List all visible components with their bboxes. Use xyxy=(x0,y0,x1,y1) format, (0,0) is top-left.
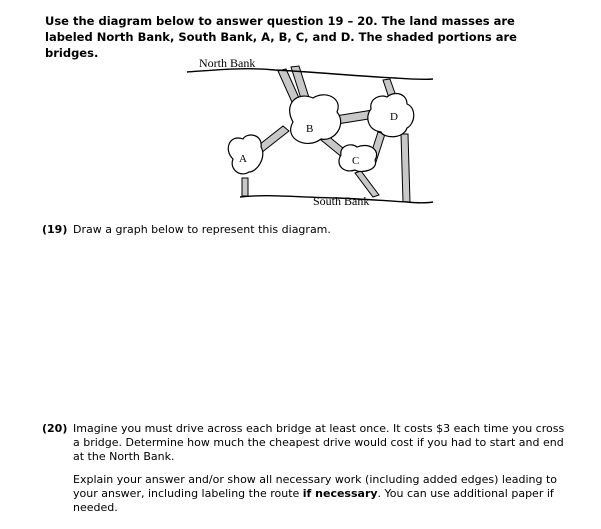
south-bank-label: South Bank xyxy=(313,194,370,208)
land-masses xyxy=(228,93,414,173)
explain-after: . You can use additional paper if needed. xyxy=(73,487,554,514)
island-c-label: C xyxy=(352,155,360,167)
bridge-d-south xyxy=(401,134,410,202)
question-19-text: Draw a graph below to represent this diagram. xyxy=(73,223,331,236)
north-bank-label: North Bank xyxy=(199,56,256,70)
question-19 xyxy=(42,223,562,237)
question-20 xyxy=(42,422,572,464)
explain-bold: if necessary xyxy=(302,487,378,500)
island-b xyxy=(290,95,341,144)
question-19-number: (19) xyxy=(42,223,68,236)
question-20-text: Imagine you must drive across each bridge at least once. It costs $3 each time you cross a bridge. Determine how much the cheapest drive would cost if you had to start and end at the North Bank. xyxy=(73,422,565,463)
question-20-explanation xyxy=(73,473,573,515)
instructions: Use the diagram below to answer question 19 – 20. The land masses are labeled North Bank, South Bank, A, B, C, and D. The shaded portions are bridges. xyxy=(45,14,517,60)
bridges-diagram xyxy=(185,54,435,214)
bridge-a-south xyxy=(242,178,248,196)
island-b-label: B xyxy=(306,123,314,135)
island-a-label: A xyxy=(239,153,247,165)
explain-before: Explain your answer and/or show all necessary work (including added edges) leading to your answer, including labeling the route xyxy=(73,473,557,500)
question-20-number: (20) xyxy=(42,422,68,435)
north-bank-shoreline xyxy=(187,69,433,80)
island-d-label: D xyxy=(390,111,398,123)
